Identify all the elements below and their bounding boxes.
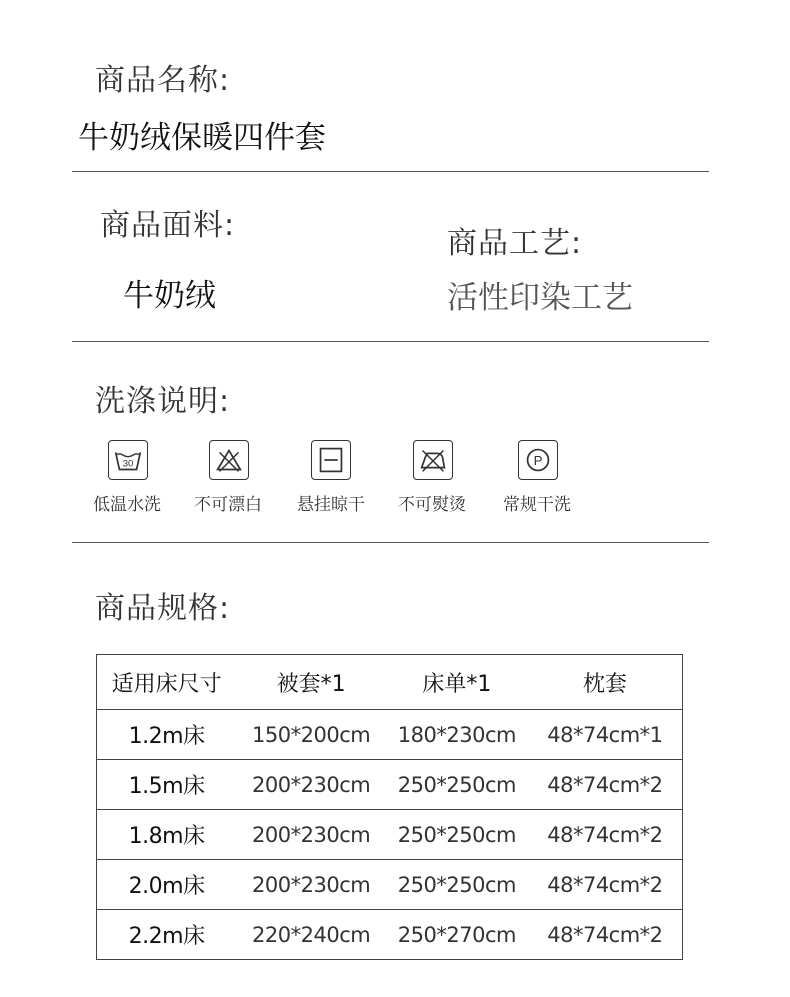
spec-title: 商品规格: (95, 591, 231, 626)
table-cell: 48*74cm*2 (528, 760, 683, 810)
washtub-30-icon (108, 440, 148, 480)
table-cell: 2.2m床 (97, 910, 237, 960)
table-row (97, 910, 683, 960)
table-cell: 250*250cm (386, 810, 528, 860)
table-row (97, 760, 683, 810)
table-cell: 250*250cm (386, 860, 528, 910)
table-cell: 250*250cm (386, 760, 528, 810)
divider (72, 171, 709, 172)
table-cell: 48*74cm*2 (528, 860, 683, 910)
spec-table (96, 654, 683, 960)
table-cell: 150*200cm (236, 710, 386, 760)
care-label: 常规干洗 (503, 495, 571, 515)
table-header-row (97, 655, 683, 710)
column-header: 床单*1 (422, 671, 492, 697)
table-cell: 1.8m床 (97, 810, 237, 860)
column-header: 被套*1 (276, 671, 346, 697)
dry-clean-letter: P (533, 452, 543, 468)
fabric-label: 商品面料: (100, 208, 236, 243)
product-name-value: 牛奶绒保暖四件套 (78, 120, 326, 156)
table-cell: 250*270cm (386, 910, 528, 960)
product-name-label: 商品名称: (95, 63, 231, 98)
table-cell: 2.0m床 (97, 860, 237, 910)
line-dry-icon (311, 440, 351, 480)
table-row (97, 860, 683, 910)
table-cell: 1.2m床 (97, 710, 237, 760)
table-cell: 48*74cm*1 (528, 710, 683, 760)
table-row (97, 710, 683, 760)
care-label: 不可漂白 (194, 495, 262, 515)
care-label: 悬挂晾干 (297, 495, 365, 515)
column-header: 适用床尺寸 (111, 671, 222, 697)
care-label: 低温水洗 (93, 495, 161, 515)
care-title: 洗涤说明: (95, 384, 231, 419)
table-cell: 180*230cm (386, 710, 528, 760)
care-label: 不可熨烫 (398, 495, 466, 515)
table-cell: 48*74cm*2 (528, 910, 683, 960)
fabric-value: 牛奶绒 (123, 278, 216, 314)
table-cell: 48*74cm*2 (528, 810, 683, 860)
table-row (97, 810, 683, 860)
no-iron-icon (413, 440, 453, 480)
table-cell: 1.5m床 (97, 760, 237, 810)
table-cell: 200*230cm (236, 810, 386, 860)
divider (72, 341, 709, 342)
craft-label: 商品工艺: (447, 226, 583, 261)
table-cell: 200*230cm (236, 760, 386, 810)
table-cell: 220*240cm (236, 910, 386, 960)
table-cell: 200*230cm (236, 860, 386, 910)
craft-value: 活性印染工艺 (447, 280, 633, 316)
washtub-temp-text: 30 (122, 458, 134, 470)
divider (72, 542, 709, 543)
no-bleach-icon (209, 440, 249, 480)
dry-clean-p-icon (518, 440, 558, 480)
column-header: 枕套 (582, 671, 627, 697)
